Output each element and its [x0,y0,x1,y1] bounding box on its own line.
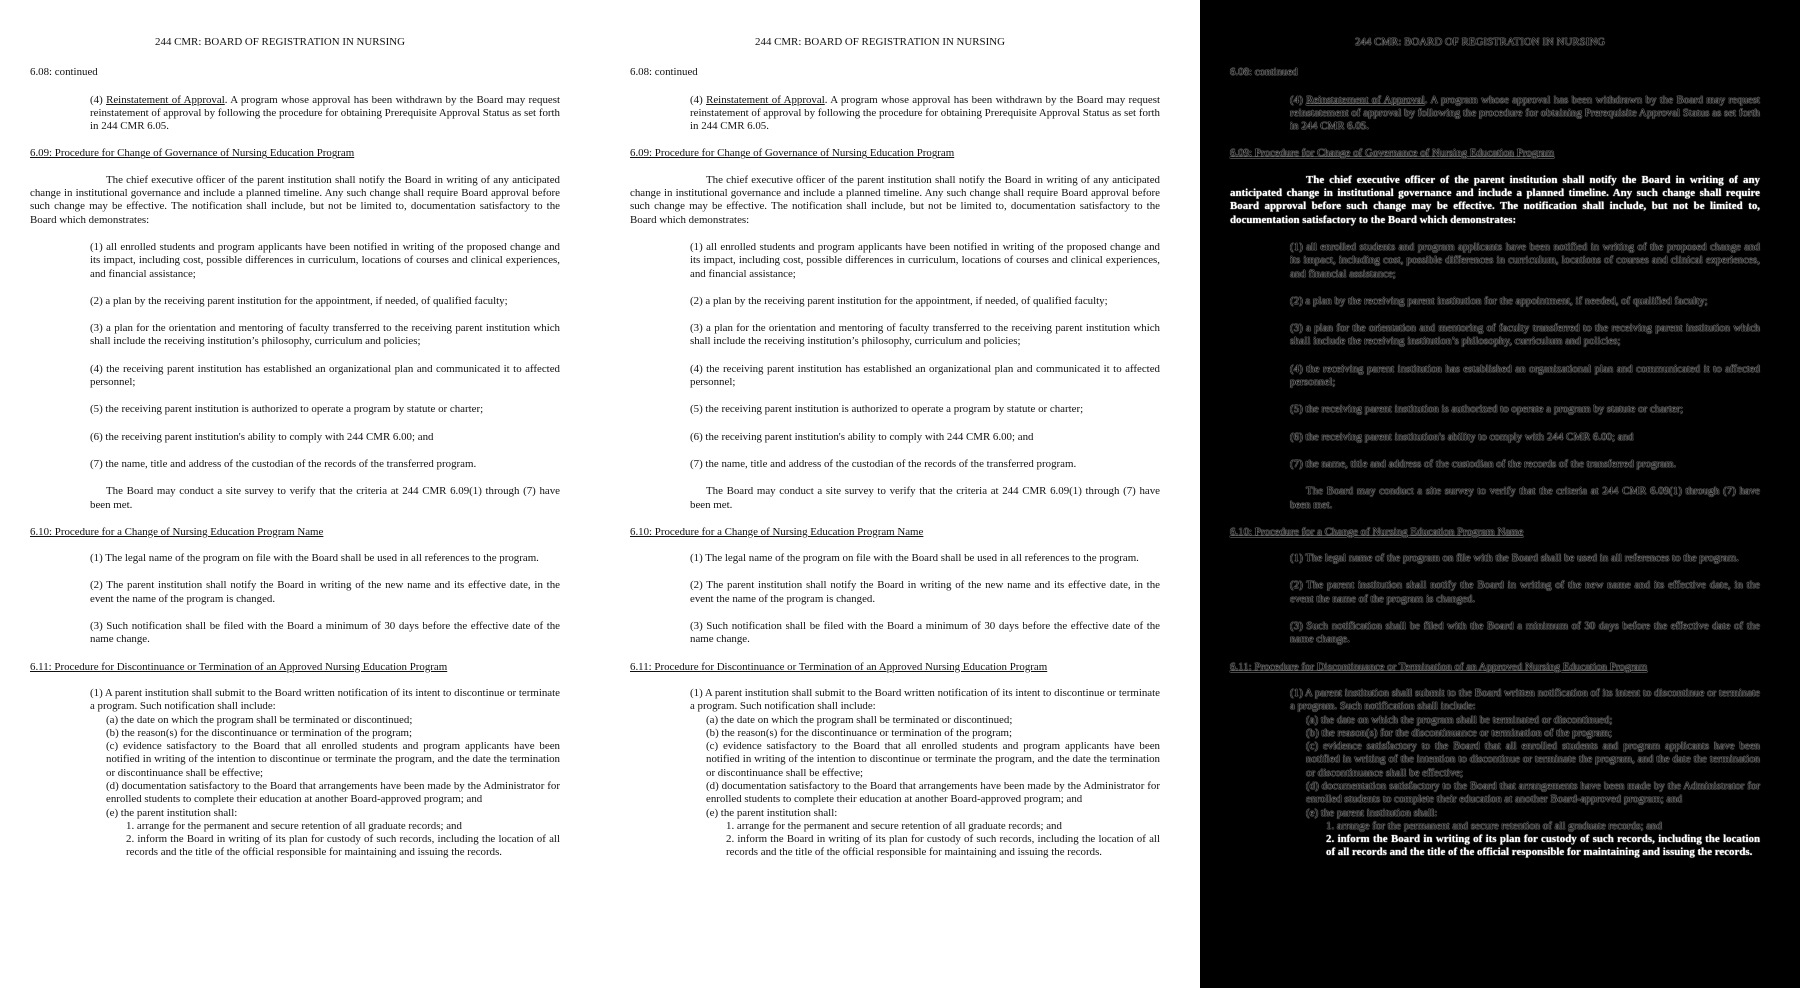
section-6-09-item: (1) all enrolled students and program applicants have been notified in writing of the proposed change and its impact, including cost, possible differences in curriculum, locations of courses and clinical experiences, and financial assistance; [690,240,1160,280]
section-6-10-item: (2) The parent institution shall notify the Board in writing of the new name and its effective date, in the event the name of the program is changed. [1290,579,1760,605]
section-6-11-item-b: (b) the reason(s) for the discontinuance or termination of the program; [106,726,413,739]
page-header: 244 CMR: BOARD OF REGISTRATION IN NURSING [155,36,405,48]
section-6-11-item-e2: 2. inform the Board in writing of its plan for custody of such records, including the location of all records and the title of the official responsible for maintaining and issuing the records. [726,833,1160,859]
document-page-inverted [1200,0,1800,988]
section-6-10-item: (1) The legal name of the program on file with the Board shall be used in all references to the program. [1290,552,1739,565]
section-6-10-item: (1) The legal name of the program on file with the Board shall be used in all references to the program. [690,552,1139,565]
section-6-09-item: (4) the receiving parent institution has established an organizational plan and communicated it to affected personnel; [1290,362,1760,389]
reinstatement-paragraph: (4) Reinstatement of Approval. A program whose approval has been withdrawn by the Board may request reinstatement of approval by following the procedure for obtaining Prerequisite Approval Status as set forth in 244 CMR 6.05. [690,93,1160,133]
reinstatement-title: Reinstatement of Approval [1306,93,1425,106]
section-6-10-item: (2) The parent institution shall notify the Board in writing of the new name and its effective date, in the event the name of the program is changed. [690,579,1160,605]
section-6-10-title: 6.10: Procedure for a Change of Nursing Education Program Name [630,525,924,538]
section-6-09-intro: The chief executive officer of the parent institution shall notify the Board in writing of any anticipated change in institutional governance and include a planned timeline. Any such change shall require Board approval before such change may be effective. The notification shall include, but not be limited to, documentation satisfactory to the Board which demonstrates: [30,173,560,226]
section-6-11-intro: (1) A parent institution shall submit to the Board written notification of its intent to discontinue or terminate a program. Such notification shall include: [690,686,1160,713]
continued-label: 6.08: continued [30,66,98,79]
section-6-09-item: (5) the receiving parent institution is authorized to operate a program by statute or charter; [90,403,484,416]
section-6-10-item: (2) The parent institution shall notify the Board in writing of the new name and its effective date, in the event the name of the program is changed. [90,579,560,605]
section-6-09-intro: The chief executive officer of the parent institution shall notify the Board in writing of any anticipated change in institutional governance and include a planned timeline. Any such change shall require Board approval before such change may be effective. The notification shall include, but not be limited to, documentation satisfactory to the Board which demonstrates: [1230,173,1760,226]
section-6-11-body [690,687,1160,860]
section-6-09-title: 6.09: Procedure for Change of Governance of Nursing Education Program [630,147,955,160]
section-6-11-item-e1: 1. arrange for the permanent and secure retention of all graduate records; and [726,819,1062,832]
section-6-10-title: 6.10: Procedure for a Change of Nursing Education Program Name [30,525,324,538]
section-6-11-item-e: (e) the parent institution shall: [706,806,838,819]
section-6-09-item: (5) the receiving parent institution is authorized to operate a program by statute or charter; [1290,403,1684,416]
page-header: 244 CMR: BOARD OF REGISTRATION IN NURSING [1355,36,1605,48]
section-6-11-item-e1: 1. arrange for the permanent and secure retention of all graduate records; and [126,819,462,832]
section-6-11-item-d: (d) documentation satisfactory to the Board that arrangements have been made by the Administrator for enrolled students to complete their education at another Board-approved program; and [106,779,560,806]
document-page-copy [600,0,1200,988]
continued-label: 6.08: continued [1230,66,1298,79]
reinstatement-paragraph: (4) Reinstatement of Approval. A program whose approval has been withdrawn by the Board may request reinstatement of approval by following the procedure for obtaining Prerequisite Approval Status as set forth in 244 CMR 6.05. [90,93,560,133]
section-6-09-item: (6) the receiving parent institution's ability to comply with 244 CMR 6.00; and [690,430,1034,443]
section-6-09-item: (6) the receiving parent institution's ability to comply with 244 CMR 6.00; and [1290,430,1634,443]
section-6-11-item-e: (e) the parent institution shall: [1306,806,1438,819]
reinstatement-title: Reinstatement of Approval [706,93,825,106]
section-6-11-intro: (1) A parent institution shall submit to the Board written notification of its intent to discontinue or terminate a program. Such notification shall include: [90,686,560,713]
section-6-09-survey: The Board may conduct a site survey to verify that the criteria at 244 CMR 6.09(1) through (7) have been met. [90,485,560,511]
section-6-10-item: (1) The legal name of the program on file with the Board shall be used in all references to the program. [90,552,539,565]
section-6-10-title: 6.10: Procedure for a Change of Nursing Education Program Name [1230,525,1524,538]
section-6-09-survey: The Board may conduct a site survey to verify that the criteria at 244 CMR 6.09(1) through (7) have been met. [690,485,1160,511]
section-6-11-item-a: (a) the date on which the program shall be terminated or discontinued; [706,713,1013,726]
section-6-11-title: 6.11: Procedure for Discontinuance or Termination of an Approved Nursing Education Program [630,660,1048,673]
section-6-11-body [90,687,560,860]
section-6-11-item-d: (d) documentation satisfactory to the Board that arrangements have been made by the Administrator for enrolled students to complete their education at another Board-approved program; and [1306,779,1760,806]
section-6-09-item: (1) all enrolled students and program applicants have been notified in writing of the proposed change and its impact, including cost, possible differences in curriculum, locations of courses and clinical experiences, and financial assistance; [1290,240,1760,280]
section-6-11-item-b: (b) the reason(s) for the discontinuance or termination of the program; [1306,726,1613,739]
section-6-11-item-a: (a) the date on which the program shall be terminated or discontinued; [1306,713,1613,726]
section-6-09-item: (3) a plan for the orientation and mentoring of faculty transferred to the receiving parent institution which shall include the receiving institution’s philosophy, curriculum and policies; [690,322,1160,348]
page-header: 244 CMR: BOARD OF REGISTRATION IN NURSING [755,36,1005,48]
section-6-09-title: 6.09: Procedure for Change of Governance of Nursing Education Program [1230,147,1555,160]
section-6-11-body [1290,687,1760,860]
section-6-09-item: (1) all enrolled students and program applicants have been notified in writing of the proposed change and its impact, including cost, possible differences in curriculum, locations of courses and clinical experiences, and financial assistance; [90,240,560,280]
section-6-10-item: (3) Such notification shall be filed with the Board a minimum of 30 days before the effective date of the name change. [1290,620,1760,646]
section-6-09-item: (7) the name, title and address of the custodian of the records of the transferred program. [90,457,477,470]
section-6-09-item: (2) a plan by the receiving parent institution for the appointment, if needed, of qualified faculty; [1290,294,1708,307]
section-6-11-item-b: (b) the reason(s) for the discontinuance or termination of the program; [706,726,1013,739]
section-6-11-title: 6.11: Procedure for Discontinuance or Termination of an Approved Nursing Education Program [1230,660,1648,673]
section-6-09-item: (4) the receiving parent institution has established an organizational plan and communicated it to affected personnel; [690,362,1160,389]
section-6-11-item-c: (c) evidence satisfactory to the Board that all enrolled students and program applicants have been notified in writing of the intention to discontinue or terminate the program, and the date the termination or discontinuance shall be effective; [706,740,1160,779]
section-6-10-item: (3) Such notification shall be filed with the Board a minimum of 30 days before the effective date of the name change. [690,620,1160,646]
section-6-09-item: (7) the name, title and address of the custodian of the records of the transferred program. [1290,457,1677,470]
section-6-09-intro: The chief executive officer of the parent institution shall notify the Board in writing of any anticipated change in institutional governance and include a planned timeline. Any such change shall require Board approval before such change may be effective. The notification shall include, but not be limited to, documentation satisfactory to the Board which demonstrates: [630,173,1160,226]
document-page-original [0,0,600,988]
section-6-09-item: (5) the receiving parent institution is authorized to operate a program by statute or charter; [690,403,1084,416]
section-6-09-title: 6.09: Procedure for Change of Governance of Nursing Education Program [30,147,355,160]
section-6-11-item-e: (e) the parent institution shall: [106,806,238,819]
reinstatement-paragraph: (4) Reinstatement of Approval. A program whose approval has been withdrawn by the Board may request reinstatement of approval by following the procedure for obtaining Prerequisite Approval Status as set forth in 244 CMR 6.05. [1290,93,1760,133]
section-6-09-item: (2) a plan by the receiving parent institution for the appointment, if needed, of qualified faculty; [690,294,1108,307]
section-6-11-title: 6.11: Procedure for Discontinuance or Termination of an Approved Nursing Education Program [30,660,448,673]
section-6-11-item-a: (a) the date on which the program shall be terminated or discontinued; [106,713,413,726]
section-6-11-intro: (1) A parent institution shall submit to the Board written notification of its intent to discontinue or terminate a program. Such notification shall include: [1290,686,1760,713]
section-6-09-item: (3) a plan for the orientation and mentoring of faculty transferred to the receiving parent institution which shall include the receiving institution’s philosophy, curriculum and policies; [1290,322,1760,348]
section-6-09-item: (6) the receiving parent institution's ability to comply with 244 CMR 6.00; and [90,430,434,443]
section-6-11-item-c: (c) evidence satisfactory to the Board that all enrolled students and program applicants have been notified in writing of the intention to discontinue or terminate the program, and the date the termination or discontinuance shall be effective; [1306,740,1760,779]
section-6-11-item-e1: 1. arrange for the permanent and secure retention of all graduate records; and [1326,819,1662,832]
section-6-09-item: (2) a plan by the receiving parent institution for the appointment, if needed, of qualified faculty; [90,294,508,307]
section-6-11-item-e2: 2. inform the Board in writing of its plan for custody of such records, including the location of all records and the title of the official responsible for maintaining and issuing the records. [126,833,560,859]
section-6-11-item-c: (c) evidence satisfactory to the Board that all enrolled students and program applicants have been notified in writing of the intention to discontinue or terminate the program, and the date the termination or discontinuance shall be effective; [106,740,560,779]
section-6-09-survey: The Board may conduct a site survey to verify that the criteria at 244 CMR 6.09(1) through (7) have been met. [1290,485,1760,511]
reinstatement-title: Reinstatement of Approval [106,93,225,106]
section-6-11-item-d: (d) documentation satisfactory to the Board that arrangements have been made by the Administrator for enrolled students to complete their education at another Board-approved program; and [706,779,1160,806]
section-6-09-item: (4) the receiving parent institution has established an organizational plan and communicated it to affected personnel; [90,362,560,389]
continued-label: 6.08: continued [630,66,698,79]
section-6-09-item: (7) the name, title and address of the custodian of the records of the transferred program. [690,457,1077,470]
section-6-10-item: (3) Such notification shall be filed with the Board a minimum of 30 days before the effective date of the name change. [90,620,560,646]
section-6-11-item-e2: 2. inform the Board in writing of its plan for custody of such records, including the location of all records and the title of the official responsible for maintaining and issuing the records. [1326,833,1760,859]
section-6-09-item: (3) a plan for the orientation and mentoring of faculty transferred to the receiving parent institution which shall include the receiving institution’s philosophy, curriculum and policies; [90,322,560,348]
